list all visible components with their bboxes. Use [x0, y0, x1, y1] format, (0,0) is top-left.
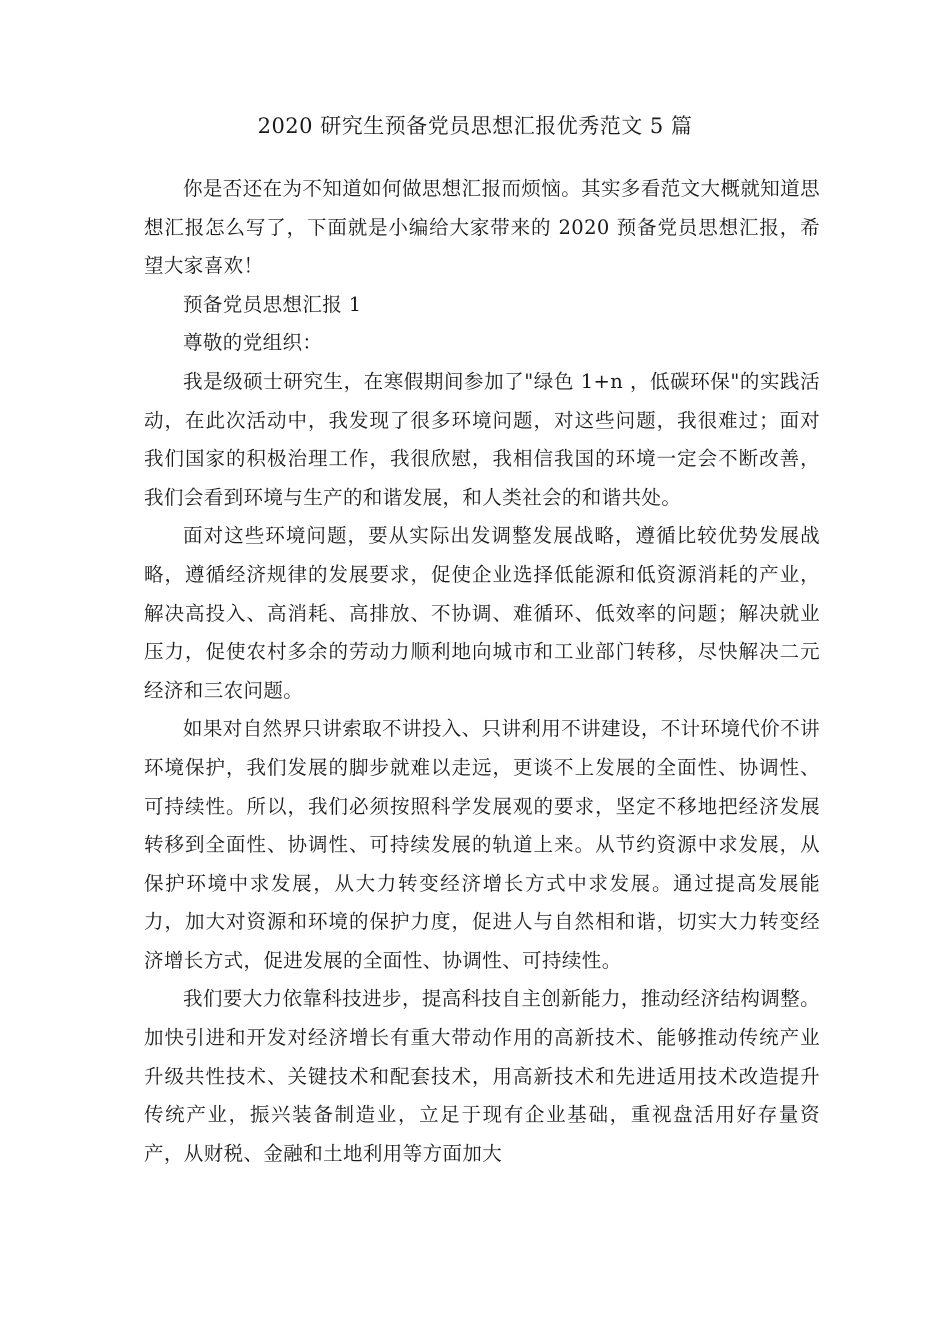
- paragraph: 如果对自然界只讲索取不讲投入、只讲利用不讲建设，不计环境代价不讲环境保护，我们发展的脚步就难以走远，更谈不上发展的全面性、协调性、可持续性。所以，我们必须按照科学发展观的要求，坚定不移地把经济发展转移到全面性、协调性、可持续发展的轨道上来。从节约资源中求发展，从保护环境中求发展，从大力转变经济增长方式中求发展。通过提高发展能力，加大对资源和环境的保护力度，促进人与自然相和谐，切实大力转变经济增长方式，促进发展的全面性、协调性、可持续性。: [144, 717, 820, 972]
- paragraph: 我们要大力依靠科技进步，提高科技自主创新能力，推动经济结构调整。加快引进和开发对经济增长有重大带动作用的高新技术、能够推动传统产业升级共性技术、关键技术和配套技术，用高新技术和先进适用技术改造提升传统产业，振兴装备制造业，立足于现有企业基础，重视盘活用好存量资产，从财税、金融和土地利用等方面加大: [144, 987, 820, 1165]
- salutation: 尊敬的党组织：: [183, 331, 323, 355]
- paragraph-intro: 你是否还在为不知道如何做思想汇报而烦恼。其实多看范文大概就知道思想汇报怎么写了，下面就是小编给大家带来的 2020 预备党员思想汇报，希望大家喜欢！: [144, 177, 820, 278]
- paragraph: 面对这些环境问题，要从实际出发调整发展战略，遵循比较优势发展战略，遵循经济规律的发展要求，促使企业选择低能源和低资源消耗的产业，解决高投入、高消耗、高排放、不协调、难循环、低效率的问题；解决就业压力，促使农村多余的劳动力顺利地向城市和工业部门转移，尽快解决二元经济和三农问题。: [144, 524, 820, 702]
- document-body: [144, 170, 820, 1173]
- paragraph: 我是级硕士研究生，在寒假期间参加了"绿色 1+n ，低碳环保"的实践活动，在此次活动中，我发现了很多环境问题，对这些问题，我很难过；面对我们国家的积极治理工作，我很欣慰，我相信我国的环境一定会不断改善，我们会看到环境与生产的和谐发展，和人类社会的和谐共处。: [144, 369, 820, 509]
- section-heading: 预备党员思想汇报 1: [183, 292, 362, 316]
- document-title: 2020 研究生预备党员思想汇报优秀范文 5 篇: [257, 114, 693, 138]
